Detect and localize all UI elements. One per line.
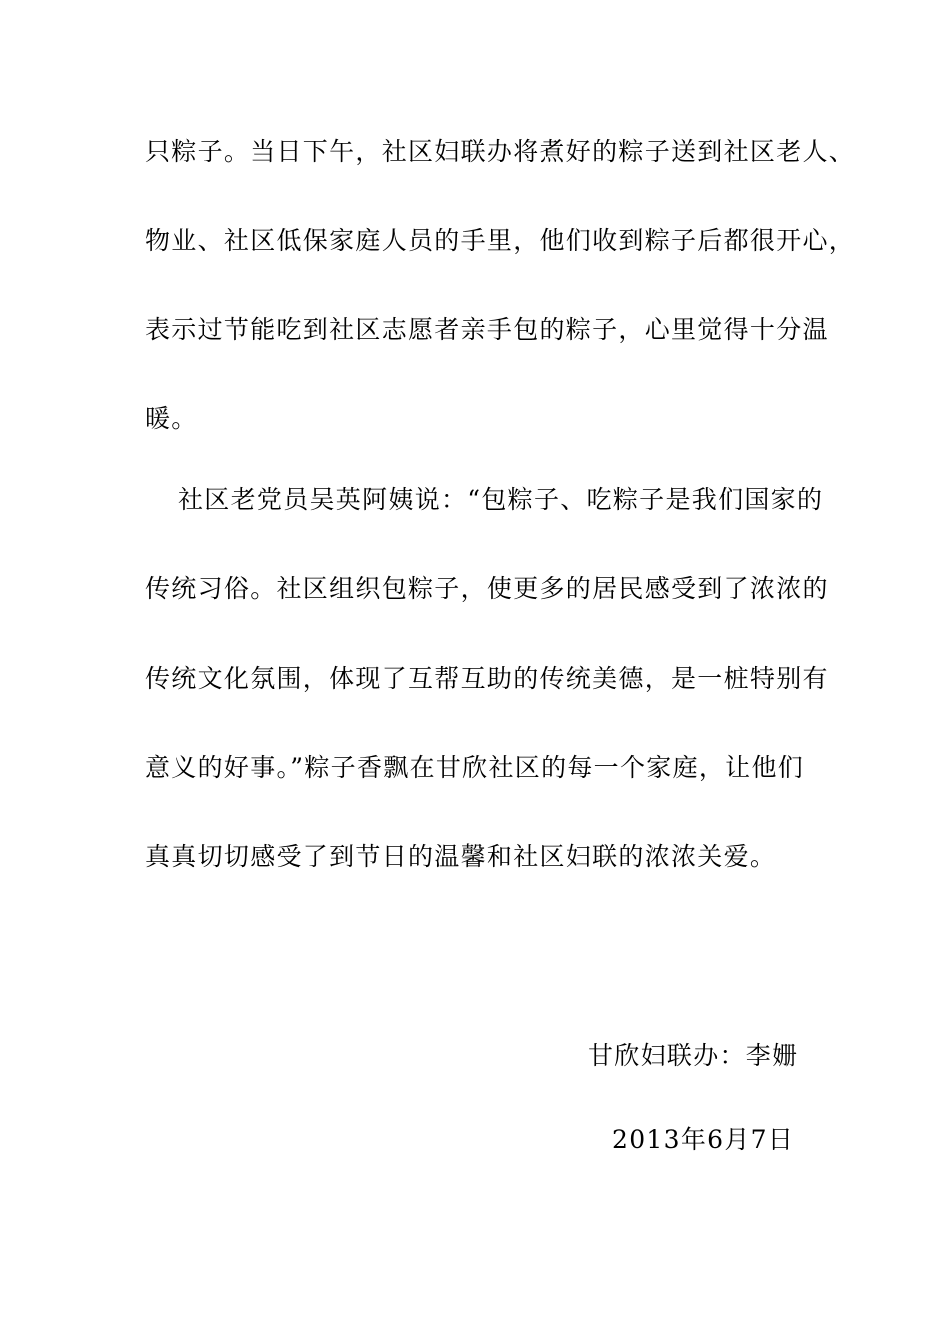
paragraph-2-line-2: 传统习俗。社区组织包粽子，使更多的居民感受到了浓浓的 [145,574,829,603]
paragraph-2-line-5: 真真切切感受了到节日的温馨和社区妇联的浓浓关爱。 [145,842,777,871]
date: 2013年6月7日 [612,1125,795,1154]
paragraph-2-line-1: 社区老党员吴英阿姨说：“包粽子、吃粽子是我们国家的 [178,485,824,514]
paragraph-2-line-3: 传统文化氛围，体现了互帮互助的传统美德，是一桩特别有 [145,664,829,693]
signature: 甘欣妇联办：李姗 [588,1041,799,1070]
paragraph-2-line-4: 意义的好事。”粽子香飘在甘欣社区的每一个家庭，让他们 [145,753,805,782]
paragraph-1-line-3: 表示过节能吃到社区志愿者亲手包的粽子，心里觉得十分温 [145,315,829,344]
paragraph-1-line-4: 暖。 [145,404,198,433]
paragraph-1-line-1: 只粽子。当日下午，社区妇联办将煮好的粽子送到社区老人、 [145,137,856,166]
paragraph-1-line-2: 物业、社区低保家庭人员的手里，他们收到粽子后都很开心， [145,226,856,255]
